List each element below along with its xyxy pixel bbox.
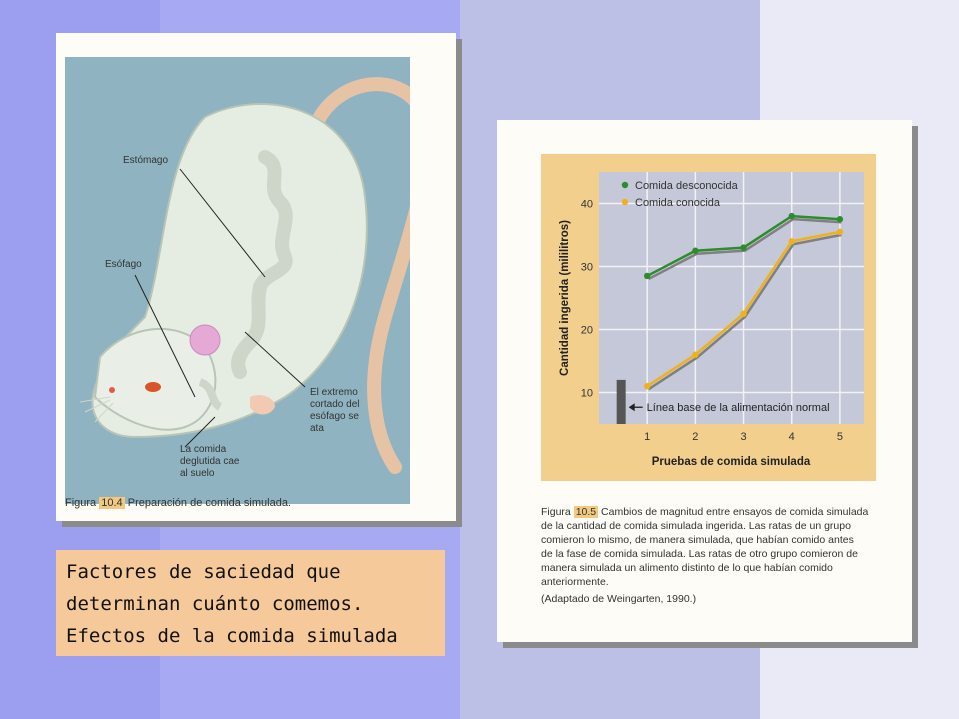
caption-text: Cambios de magnitud entre ensayos de comida simulada (601, 506, 869, 518)
x-axis-label: Pruebas de comida simulada (651, 456, 811, 468)
title-line-3: Efectos de la comida simulada (66, 625, 398, 647)
legend-label-0: Comida desconocida (635, 180, 738, 192)
legend-label-1: Comida conocida (635, 197, 720, 209)
caption-prefix: Figura (541, 506, 571, 518)
data-point-s0-4 (789, 213, 795, 219)
figure-sham-feeding-card (56, 33, 456, 521)
caption-line-1 (541, 505, 901, 519)
data-point-s1-2 (692, 352, 698, 358)
label-food-1: La comida (180, 444, 227, 455)
rat-eye (145, 382, 161, 392)
caption-prefix: Figura (65, 497, 97, 509)
rat-ear (190, 325, 220, 355)
x-tick-label-2: 2 (692, 431, 699, 443)
y-tick-label-10: 10 (580, 387, 593, 400)
label-cut-end-4: ata (310, 423, 324, 434)
baseline-bar (617, 380, 626, 424)
title-line-2: determinan cuánto comemos. (66, 593, 364, 615)
caption-line-2: de la cantidad de comida simulada ingerida. Las ratas de un grupo (541, 520, 851, 532)
label-cut-end-1: El extremo (310, 387, 358, 398)
y-axis-label: Cantidad ingerida (mililitros) (559, 220, 571, 376)
x-tick-label-3: 3 (740, 431, 747, 443)
data-point-s0-5 (837, 216, 843, 222)
y-tick-label-30: 30 (580, 261, 593, 274)
legend-marker-1 (622, 199, 628, 205)
label-stomach: Estómago (123, 155, 169, 166)
figure-left-caption (65, 497, 291, 509)
label-cut-end-2: cortado del (310, 399, 360, 410)
baseline-label: Línea base de la alimentación normal (646, 402, 830, 415)
caption-line-4: de la fase de comida simulada. Las ratas de otro grupo comieron de (541, 548, 858, 560)
x-tick-label-1: 1 (644, 431, 651, 443)
chart-panel (541, 154, 876, 481)
x-tick-label-4: 4 (788, 431, 795, 443)
plot-area (599, 172, 864, 424)
caption-number: 10.5 (575, 506, 597, 518)
label-food-2: deglutida cae (180, 456, 240, 467)
figure-chart-card (497, 120, 912, 642)
y-tick-label-40: 40 (580, 198, 593, 211)
label-esophagus: Esófago (105, 259, 142, 270)
data-point-s1-4 (789, 238, 795, 244)
caption-line-5: manera simulada un alimento distinto de lo que habían comido (541, 562, 833, 574)
caption-line-3: comieron lo mismo, de manera simulada, que habían comido antes (541, 534, 854, 546)
data-point-s0-1 (644, 273, 650, 279)
legend-marker-0 (622, 182, 628, 188)
label-cut-end-3: esófago se (310, 411, 359, 422)
data-point-s0-3 (740, 244, 746, 250)
caption-number: 10.4 (101, 497, 123, 509)
slide-title-box (56, 550, 445, 656)
data-point-s1-5 (837, 229, 843, 235)
label-food-3: al suelo (180, 468, 215, 479)
figure-right-caption (541, 505, 901, 606)
title-line-1: Factores de saciedad que (66, 561, 341, 583)
data-point-s1-3 (740, 311, 746, 317)
caption-text: Preparación de comida simulada. (127, 497, 291, 509)
caption-line-6: anteriormente. (541, 576, 609, 588)
rat-illustration-panel (65, 57, 410, 504)
data-point-s1-1 (644, 383, 650, 389)
rat-nose (109, 387, 115, 393)
y-tick-label-20: 20 (580, 324, 593, 337)
data-point-s0-2 (692, 248, 698, 254)
line-chart (541, 154, 876, 481)
caption-source: (Adaptado de Weingarten, 1990.) (541, 593, 697, 605)
rat-illustration (65, 57, 410, 504)
x-tick-label-5: 5 (836, 431, 843, 443)
